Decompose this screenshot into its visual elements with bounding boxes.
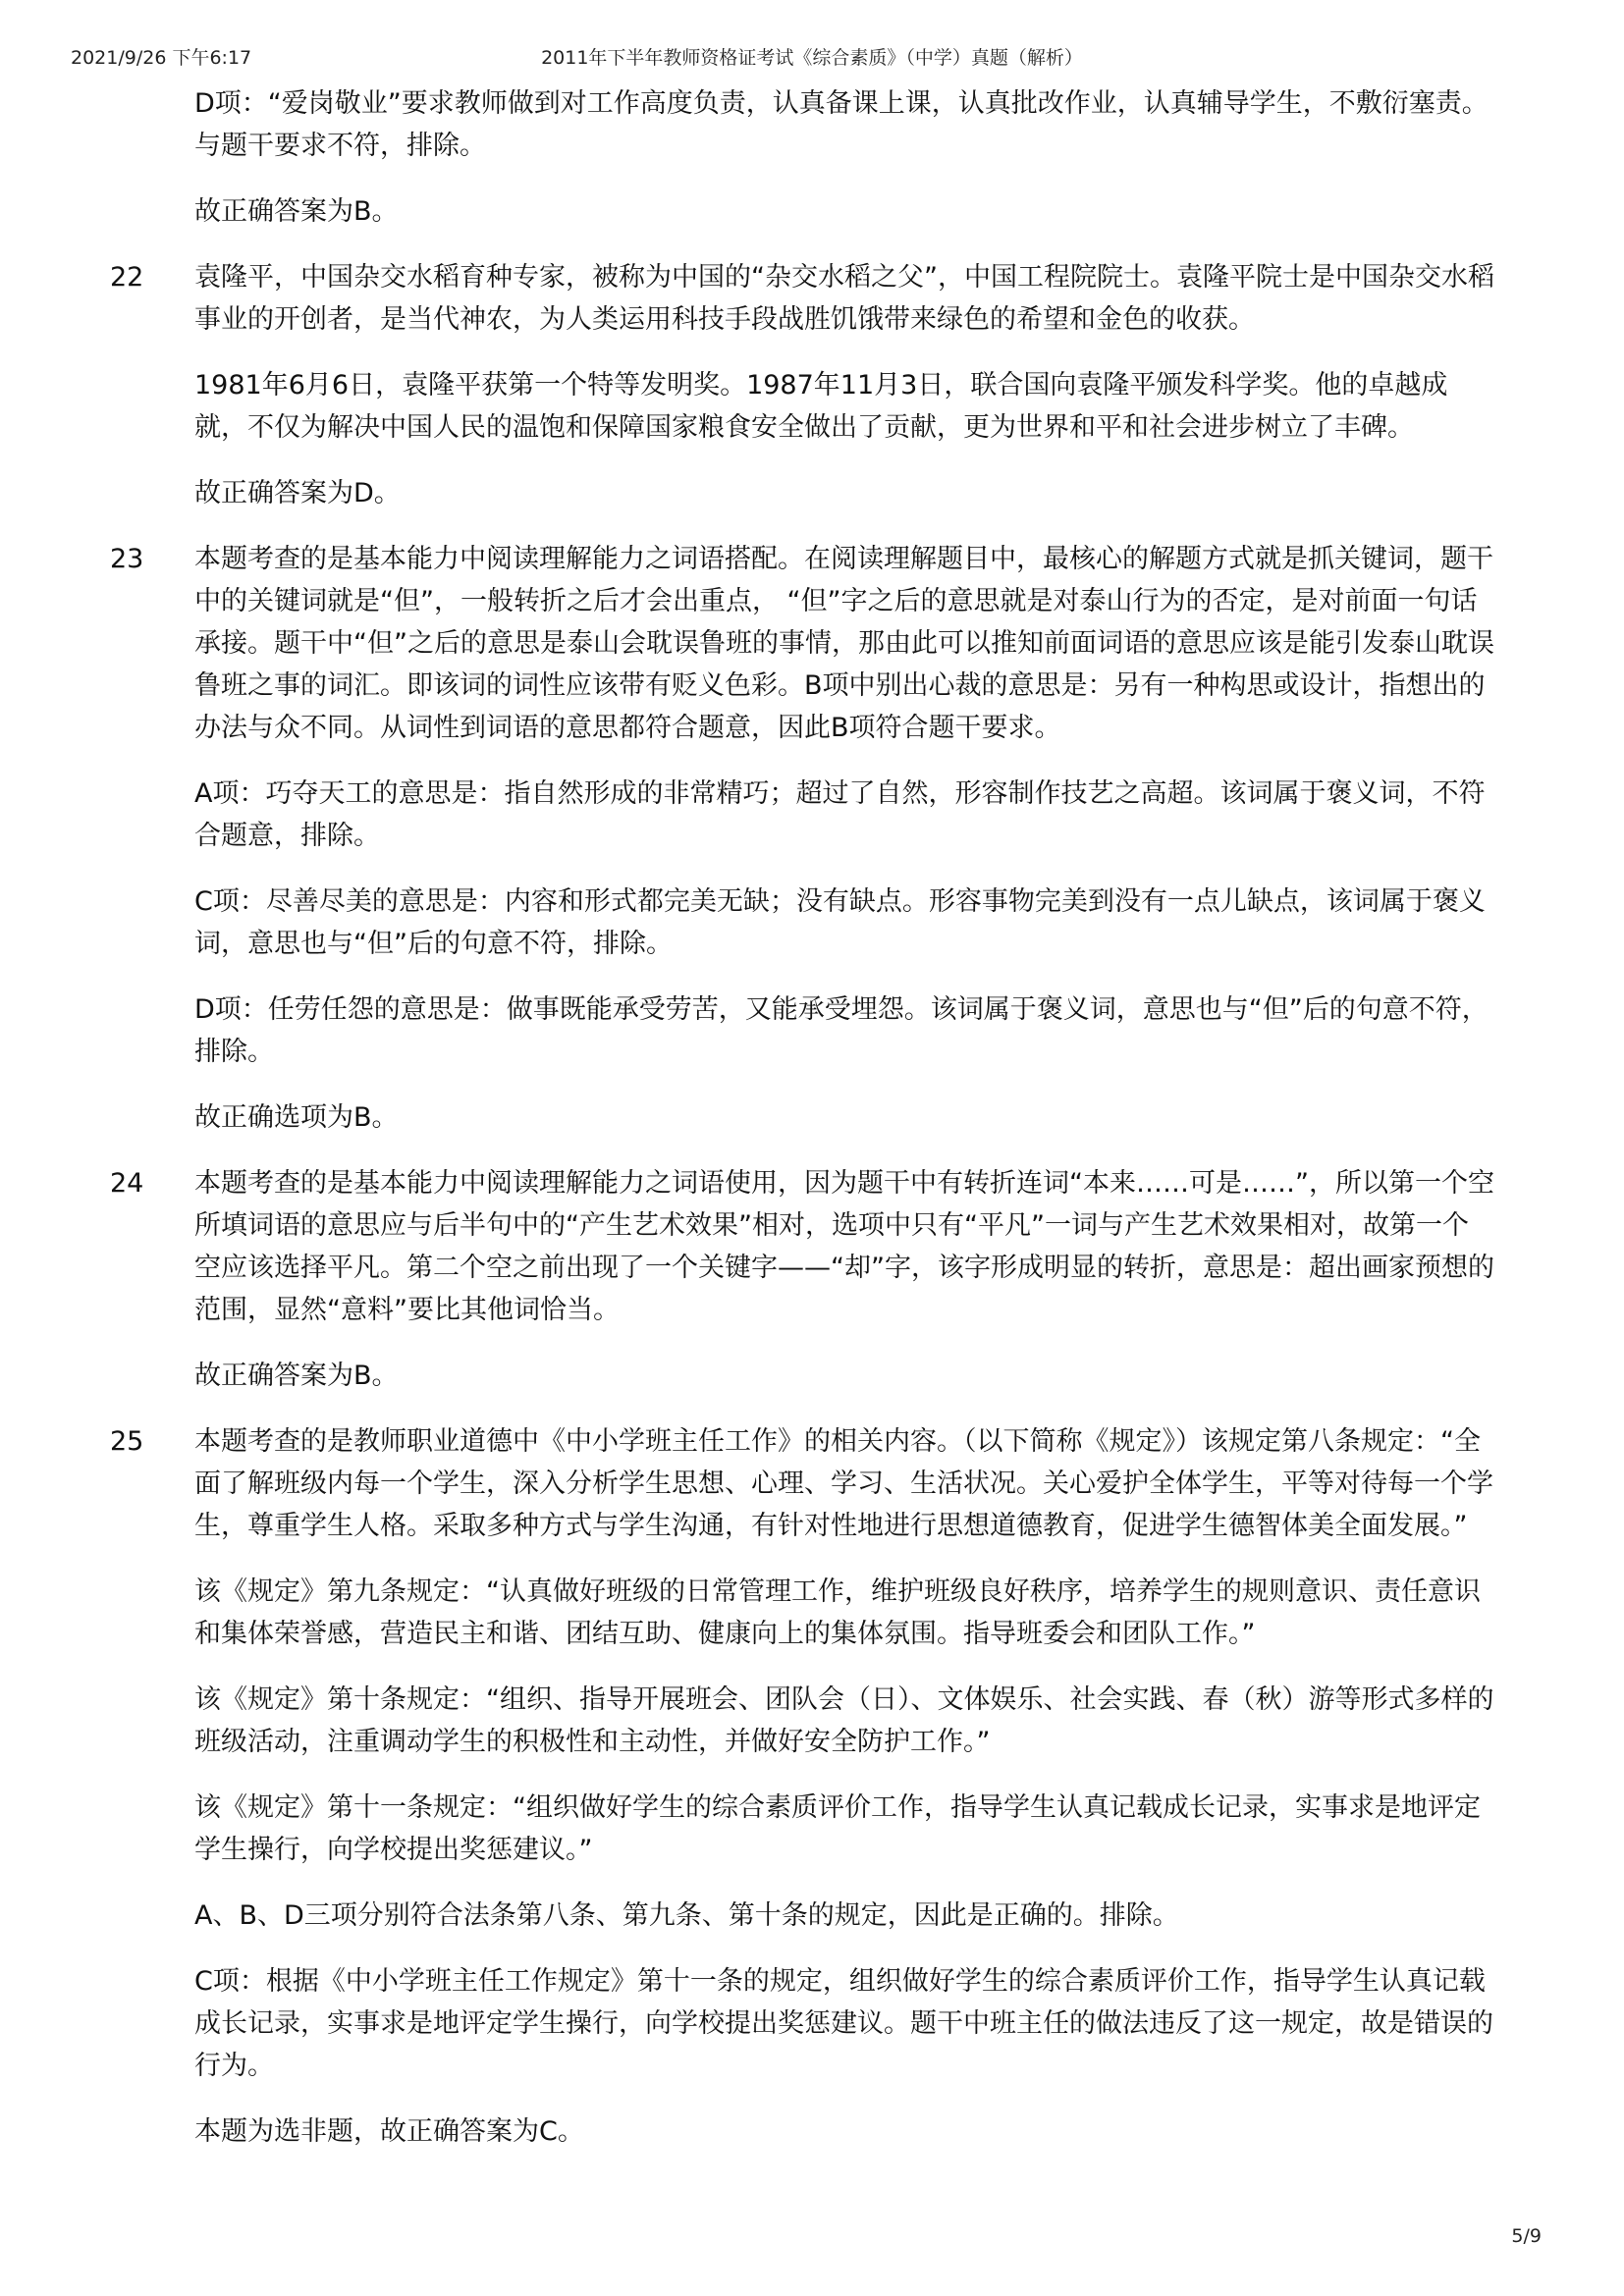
explanation-paragraph: 袁隆平，中国杂交水稻育种专家，被称为中国的“杂交水稻之父”，中国工程院院士。袁隆平院士是中国杂交水稻事业的开创者，是当代神农，为人类运用科技手段战胜饥饿带来绿色的希望和金色的收获。 <box>194 262 1494 335</box>
question-23 <box>110 538 1494 1139</box>
question-number: 23 <box>110 544 144 574</box>
explanation-paragraph: 故正确答案为B。 <box>194 196 399 227</box>
question-22 <box>110 256 1494 514</box>
question-number: 24 <box>110 1168 144 1199</box>
explanation-paragraph: A、B、D三项分别符合法条第八条、第九条、第十条的规定，因此是正确的。排除。 <box>194 1900 1179 1931</box>
explanation-paragraph: 本题为选非题，故正确答案为C。 <box>194 2116 584 2147</box>
print-date: 2021/9/26 下午6:17 <box>71 47 252 69</box>
explanation-paragraph: 故正确选项为B。 <box>194 1102 399 1133</box>
question-25 <box>110 1420 1494 2153</box>
question-number: 25 <box>110 1426 144 1457</box>
explanation-paragraph: A项：巧夺天工的意思是：指自然形成的非常精巧；超过了自然，形容制作技艺之高超。该词属于褒义词，不符合题意，排除。 <box>194 778 1486 851</box>
document-body <box>110 82 1494 2176</box>
question-24 <box>110 1162 1494 1397</box>
explanation-paragraph: 该《规定》第九条规定：“认真做好班级的日常管理工作，维护班级良好秩序，培养学生的规则意识、责任意识和集体荣誉感，营造民主和谐、团结互助、健康向上的集体氛围。指导班委会和团队工作。” <box>194 1576 1481 1649</box>
page-number: 5/9 <box>1511 2225 1542 2247</box>
explanation-paragraph: 本题考查的是基本能力中阅读理解能力之词语使用，因为题干中有转折连词“本来……可是……”，所以第一个空所填词语的意思应与后半句中的“产生艺术效果”相对，选项中只有“平凡”一词与产生艺术效果相对，故第一个空应该选择平凡。第二个空之前出现了一个关键字——“却”字，该字形成明显的转折，意思是：超出画家预想的范围，显然“意料”要比其他词恰当。 <box>194 1168 1494 1325</box>
explanation-paragraph: 故正确答案为D。 <box>194 478 401 508</box>
explanation-paragraph: 本题考查的是教师职业道德中《中小学班主任工作》的相关内容。（以下简称《规定》）该规定第八条规定：“全面了解班级内每一个学生，深入分析学生思想、心理、学习、生活状况。关心爱护全体学生，平等对待每一个学生，尊重学生人格。采取多种方式与学生沟通，有针对性地进行思想道德教育，促进学生德智体美全面发展。” <box>194 1426 1493 1541</box>
explanation-paragraph: 1981年6月6日，袁隆平获第一个特等发明奖。1987年11月3日，联合国向袁隆平颁发科学奖。他的卓越成就，不仅为解决中国人民的温饱和保障国家粮食安全做出了贡献，更为世界和平和社会进步树立了丰碑。 <box>194 370 1448 443</box>
page-header <box>71 43 1553 69</box>
explanation-paragraph: D项：“爱岗敬业”要求教师做到对工作高度负责，认真备课上课，认真批改作业，认真辅导学生，不敷衍塞责。与题干要求不符，排除。 <box>194 88 1489 161</box>
explanation-paragraph: C项：尽善尽美的意思是：内容和形式都完美无缺；没有缺点。形容事物完美到没有一点儿缺点，该词属于褒义词，意思也与“但”后的句意不符，排除。 <box>194 886 1486 959</box>
explanation-paragraph: 该《规定》第十一条规定：“组织做好学生的综合素质评价工作，指导学生认真记载成长记录，实事求是地评定学生操行，向学校提出奖惩建议。” <box>194 1792 1481 1865</box>
explanation-paragraph: 本题考查的是基本能力中阅读理解能力之词语搭配。在阅读理解题目中，最核心的解题方式就是抓关键词，题干中的关键词就是“但”，一般转折之后才会出重点， “但”字之后的意思就是对泰山行为的否定，是对前面一句话承接。题干中“但”之后的意思是泰山会耽误鲁班的事情，那由此可以推知前面词语的意思应该是能引发泰山耽误鲁班之事的词汇。即该词的词性应该带有贬义色彩。B项中别出心裁的意思是：另有一种构思或设计，指想出的办法与众不同。从词性到词语的意思都符合题意，因此B项符合题干要求。 <box>194 544 1494 743</box>
question-continued <box>110 82 1494 233</box>
explanation-paragraph: D项：任劳任怨的意思是：做事既能承受劳苦，又能承受埋怨。该词属于褒义词，意思也与“但”后的句意不符，排除。 <box>194 994 1489 1067</box>
question-number: 22 <box>110 262 144 293</box>
explanation-paragraph: 故正确答案为B。 <box>194 1361 399 1391</box>
document-title: 2011年下半年教师资格证考试《综合素质》（中学）真题（解析） <box>541 47 1083 69</box>
explanation-paragraph: 该《规定》第十条规定：“组织、指导开展班会、团队会（日）、文体娱乐、社会实践、春（秋）游等形式多样的班级活动，注重调动学生的积极性和主动性，并做好安全防护工作。” <box>194 1684 1494 1757</box>
explanation-paragraph: C项：根据《中小学班主任工作规定》第十一条的规定，组织做好学生的综合素质评价工作，指导学生认真记载成长记录，实事求是地评定学生操行，向学校提出奖惩建议。题干中班主任的做法违反了这一规定，故是错误的行为。 <box>194 1966 1493 2081</box>
